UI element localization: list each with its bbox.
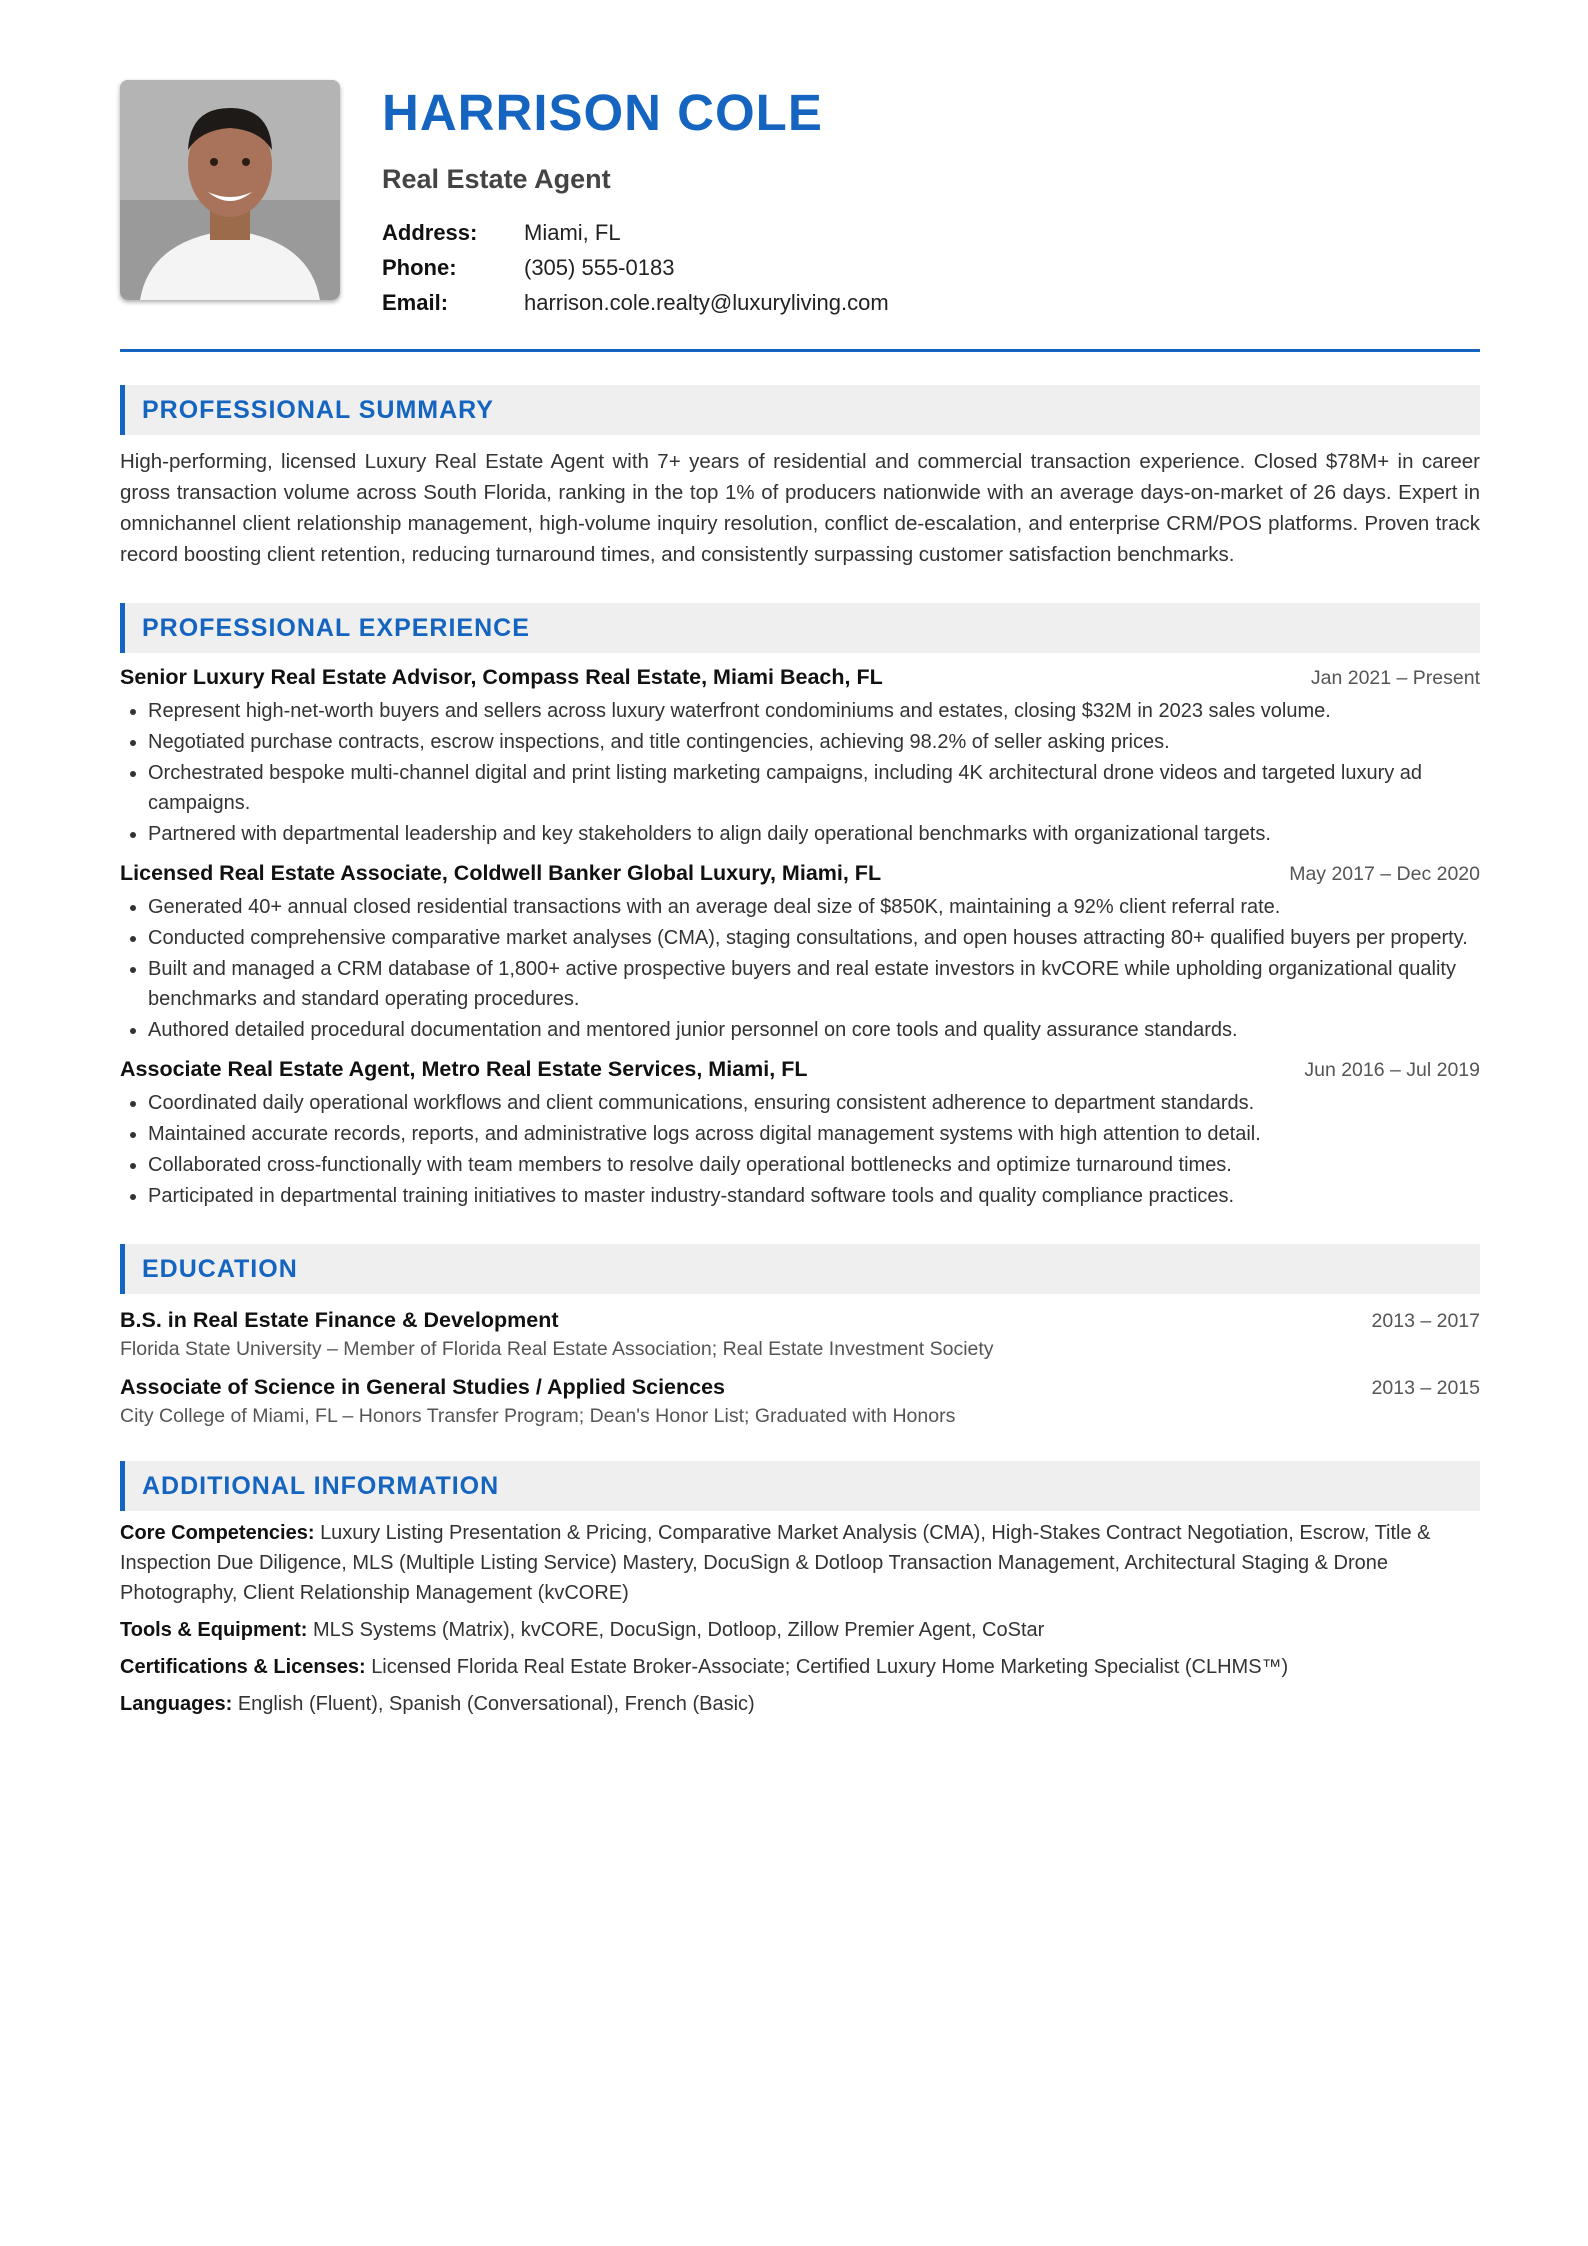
job-bullet: • Coordinated daily operational workflows and client communications, ensuring consistent adherence to department standards. — [148, 1088, 1480, 1118]
resume-header — [120, 80, 1480, 320]
profile-photo — [120, 80, 340, 300]
job-date: Jan 2021 – Present — [1310, 667, 1480, 689]
education-header — [120, 1375, 1480, 1400]
section-heading-additional: ADDITIONAL INFORMATION — [120, 1461, 1480, 1511]
education-entry — [120, 1375, 1480, 1428]
job-title: Associate Real Estate Agent, Metro Real Estate Services, Miami, FL — [120, 1057, 808, 1081]
job-bullets — [120, 892, 1480, 1045]
summary-text: High-performing, licensed Luxury Real Estate Agent with 7+ years of residential and commercial transaction experience. Closed $78M+ in career gross transaction volume across South Florida, ranking in the top 1% of producers nationwide with an average days-on-market of 26 days. Expert in omnichannel client relationship management, high-volume inquiry resolution, conflict de-escalation, and enterprise CRM/POS platforms. Proven track record boosting client retention, reducing turnaround times, and consistently surpassing customer satisfaction benchmarks. — [120, 450, 1480, 566]
job-bullet: • Partnered with departmental leadership and key stakeholders to align daily operational benchmarks with organizational targets. — [148, 819, 1480, 849]
additional-label: Core Competencies: — [120, 1522, 315, 1544]
job-date: May 2017 – Dec 2020 — [1289, 863, 1480, 885]
job-entry — [120, 1057, 1480, 1211]
job-date: Jun 2016 – Jul 2019 — [1304, 1059, 1480, 1081]
contact-label: Phone: — [382, 254, 457, 280]
contact-value: (305) 555-0183 — [524, 254, 675, 280]
education-detail: Florida State University – Member of Florida Real Estate Association; Real Estate Investment Society — [120, 1338, 994, 1360]
additional-value: English (Fluent), Spanish (Conversational), French (Basic) — [237, 1693, 755, 1715]
job-bullet: • Generated 40+ annual closed residential transactions with an average deal size of $850K, maintaining a 92% client referral rate. — [148, 892, 1480, 922]
additional-item-languages — [120, 1689, 1480, 1719]
job-header — [120, 861, 1480, 886]
job-header — [120, 1057, 1480, 1082]
header-info — [382, 80, 889, 320]
job-bullet: • Authored detailed procedural documentation and mentored junior personnel on core tools and quality assurance standards. — [148, 1015, 1480, 1045]
candidate-title: Real Estate Agent — [382, 164, 611, 194]
job-header — [120, 665, 1480, 690]
education-degree: B.S. in Real Estate Finance & Development — [120, 1308, 559, 1332]
education-detail: City College of Miami, FL – Honors Transfer Program; Dean's Honor List; Graduated with Honors — [120, 1405, 956, 1427]
additional-value: MLS Systems (Matrix), kvCORE, DocuSign, Dotloop, Zillow Premier Agent, CoStar — [312, 1619, 1045, 1641]
section-heading-experience: PROFESSIONAL EXPERIENCE — [120, 603, 1480, 653]
education-degree: Associate of Science in General Studies / Applied Sciences — [120, 1375, 726, 1399]
job-bullet: • Built and managed a CRM database of 1,800+ active prospective buyers and real estate investors in kvCORE while upholding organizational quality benchmarks and standard operating procedures. — [148, 954, 1480, 1014]
job-bullet: • Orchestrated bespoke multi-channel digital and print listing marketing campaigns, including 4K architectural drone videos and targeted luxury ad campaigns. — [148, 758, 1480, 818]
job-bullet: • Collaborated cross-functionally with team members to resolve daily operational bottlenecks and optimize turnaround times. — [148, 1150, 1480, 1180]
education-header — [120, 1308, 1480, 1333]
additional-item-competencies — [120, 1518, 1480, 1608]
candidate-name: HARRISON COLE — [382, 84, 823, 141]
additional-label: Tools & Equipment: — [120, 1619, 308, 1641]
additional-item-certifications — [120, 1652, 1480, 1682]
education-date: 2013 – 2017 — [1371, 1310, 1480, 1332]
contact-address — [382, 215, 889, 250]
job-bullet: • Represent high-net-worth buyers and sellers across luxury waterfront condominiums and estates, closing $32M in 2023 sales volume. — [148, 696, 1480, 726]
job-bullets — [120, 1088, 1480, 1211]
contact-value: Miami, FL — [524, 219, 621, 245]
job-entry — [120, 861, 1480, 1045]
section-heading-education: EDUCATION — [120, 1244, 1480, 1294]
contact-value: harrison.cole.realty@luxuryliving.com — [524, 289, 889, 315]
job-bullets — [120, 696, 1480, 849]
contact-label: Address: — [382, 219, 478, 245]
job-bullet: • Negotiated purchase contracts, escrow inspections, and title contingencies, achieving 98.2% of seller asking prices. — [148, 727, 1480, 757]
contact-block — [382, 215, 889, 320]
contact-phone — [382, 250, 889, 285]
contact-label: Email: — [382, 289, 449, 315]
job-title: Senior Luxury Real Estate Advisor, Compass Real Estate, Miami Beach, FL — [120, 665, 883, 689]
contact-email — [382, 285, 889, 320]
additional-label: Languages: — [120, 1693, 233, 1715]
job-entry — [120, 665, 1480, 849]
job-title: Licensed Real Estate Associate, Coldwell Banker Global Luxury, Miami, FL — [120, 861, 882, 885]
additional-label: Certifications & Licenses: — [120, 1656, 366, 1678]
job-bullet: • Maintained accurate records, reports, and administrative logs across digital management systems with high attention to detail. — [148, 1119, 1480, 1149]
education-entry — [120, 1308, 1480, 1361]
additional-item-tools — [120, 1615, 1480, 1645]
section-heading-summary: PROFESSIONAL SUMMARY — [120, 385, 1480, 435]
additional-value: Licensed Florida Real Estate Broker-Associate; Certified Luxury Home Marketing Specialist (CLHMS™) — [371, 1656, 1289, 1678]
additional-value: Luxury Listing Presentation & Pricing, Comparative Market Analysis (CMA), High-Stakes Contract Negotiation, Escrow, Title & Inspection Due Diligence, MLS (Multiple Listing Service) Mastery, DocuSign & Dotloop Transaction Management, Architectural Staging & Drone Photography, Client Relationship Management (kvCORE) — [120, 1522, 1431, 1604]
education-date: 2013 – 2015 — [1371, 1377, 1480, 1399]
job-bullet: • Participated in departmental training initiatives to master industry-standard software tools and quality compliance practices. — [148, 1181, 1480, 1211]
job-bullet: • Conducted comprehensive comparative market analyses (CMA), staging consultations, and open houses attracting 80+ qualified buyers per property. — [148, 923, 1480, 953]
header-divider — [120, 349, 1480, 352]
